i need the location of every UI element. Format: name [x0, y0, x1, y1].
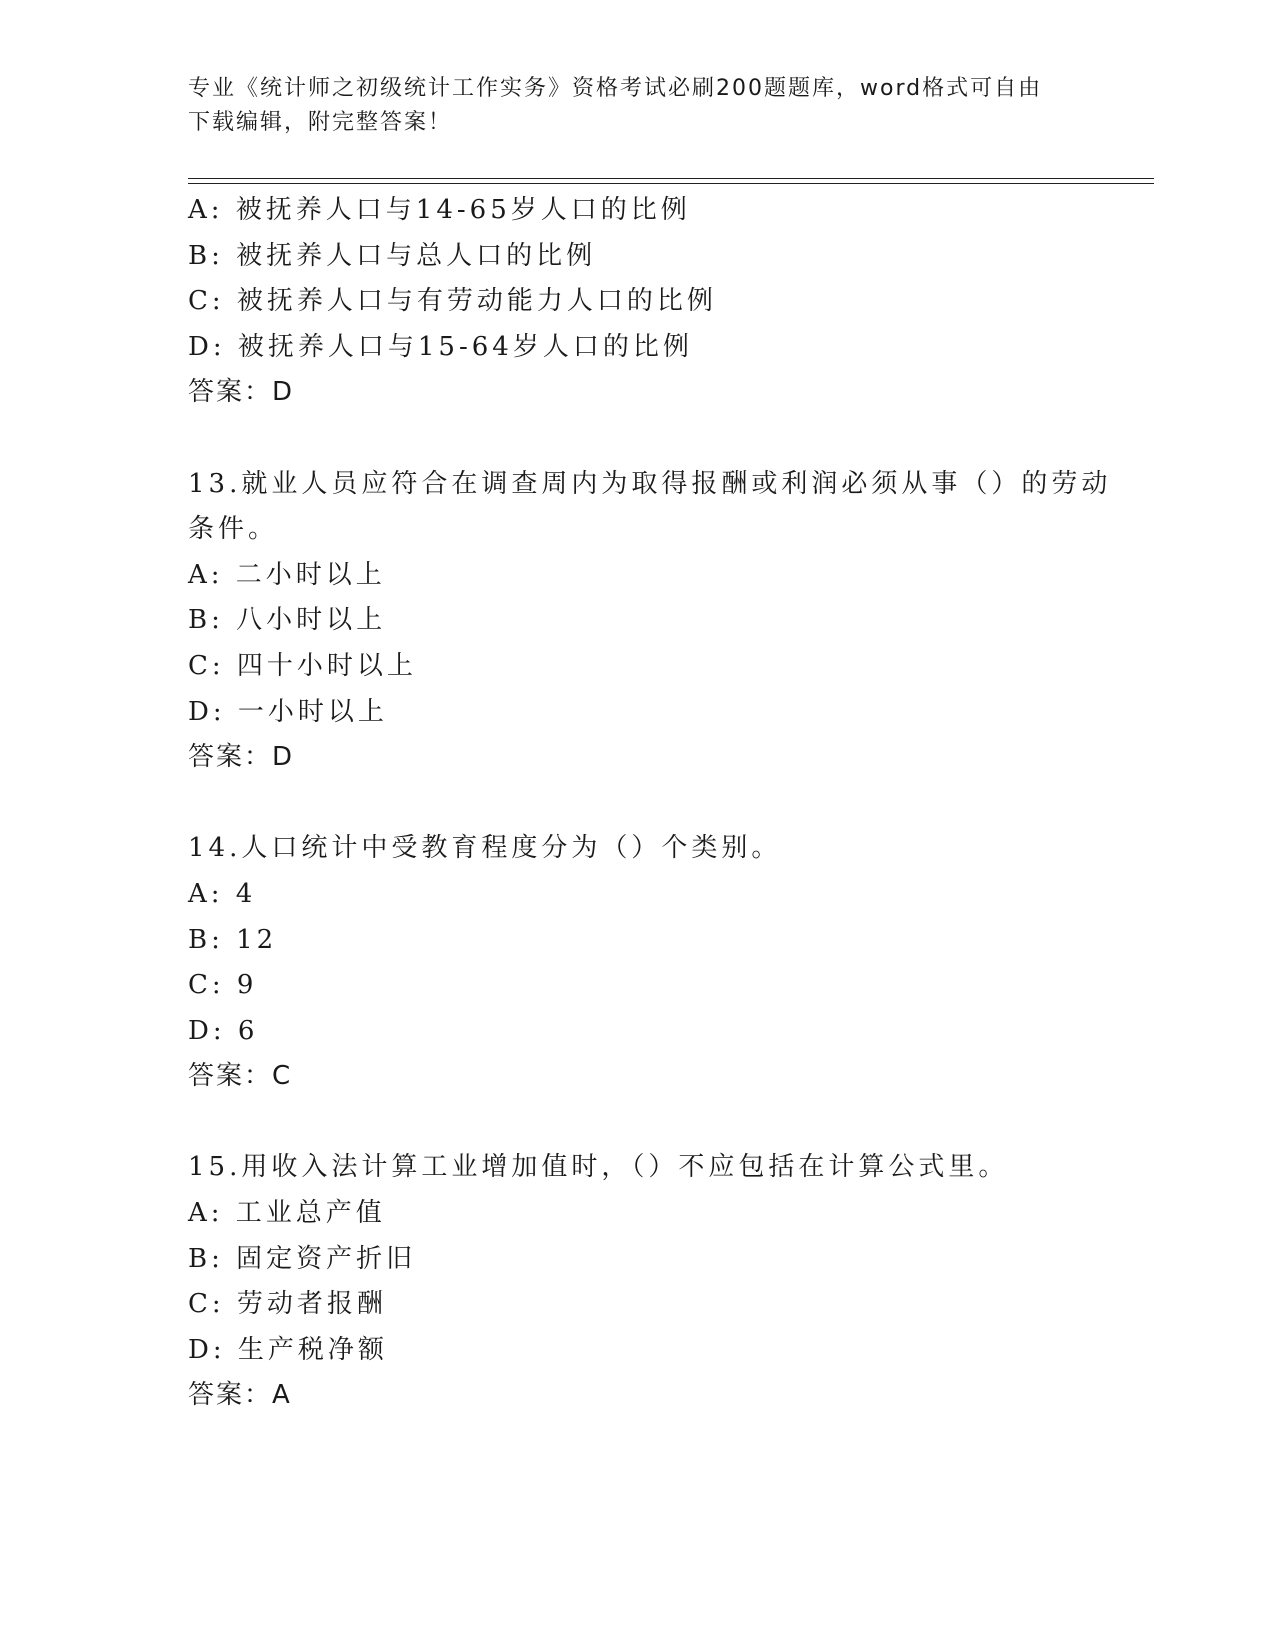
question-block-13 — [188, 462, 1112, 781]
spacer — [188, 1100, 1088, 1146]
spacer — [188, 781, 1088, 827]
option-c: C: 劳动者报酬 — [188, 1289, 387, 1320]
spacer — [188, 416, 1088, 462]
option-d: D: 6 — [188, 1015, 259, 1046]
answer-line: 答案：D — [188, 377, 295, 408]
option-a: A: 二小时以上 — [188, 559, 386, 590]
option-b: B: 被抚养人口与总人口的比例 — [188, 240, 597, 271]
option-a: A: 4 — [188, 878, 257, 909]
option-d: D: 一小时以上 — [188, 696, 388, 727]
option-d: D: 被抚养人口与15-64岁人口的比例 — [188, 331, 693, 362]
question-list — [188, 188, 1112, 1419]
option-c: C: 9 — [188, 970, 258, 1001]
question-block-14 — [188, 826, 1088, 1100]
header-divider-top — [188, 178, 1154, 179]
answer-line: 答案：D — [188, 742, 295, 773]
question-stem: 15.用收入法计算工业增加值时，（）不应包括在计算公式里。 — [188, 1152, 1009, 1183]
question-stem: 13.就业人员应符合在调查周内为取得报酬或利润必须从事（）的劳动 — [188, 468, 1112, 499]
question-block-15 — [188, 1145, 1088, 1419]
answer-line: 答案：C — [188, 1061, 293, 1092]
option-d: D: 生产税净额 — [188, 1334, 388, 1365]
document-header — [188, 72, 1068, 140]
option-a: A: 被抚养人口与14-65岁人口的比例 — [188, 195, 691, 225]
question-stem-continued: 条件。 — [188, 514, 279, 545]
answer-line: 答案：A — [188, 1380, 292, 1411]
header-line-1: 专业《统计师之初级统计工作实务》资格考试必刷200题题库，word格式可自由 — [188, 76, 1043, 101]
option-b: B: 固定资产折旧 — [188, 1243, 417, 1274]
question-stem: 14.人口统计中受教育程度分为（）个类别。 — [188, 833, 782, 864]
header-line-2: 下载编辑，附完整答案！ — [188, 110, 453, 135]
option-b: B: 12 — [188, 924, 278, 955]
option-c: C: 被抚养人口与有劳动能力人口的比例 — [188, 286, 717, 317]
question-block-prev — [188, 188, 1088, 416]
header-divider-bottom — [188, 183, 1154, 184]
option-a: A: 工业总产值 — [188, 1198, 386, 1229]
option-b: B: 八小时以上 — [188, 605, 387, 636]
option-c: C: 四十小时以上 — [188, 650, 417, 681]
